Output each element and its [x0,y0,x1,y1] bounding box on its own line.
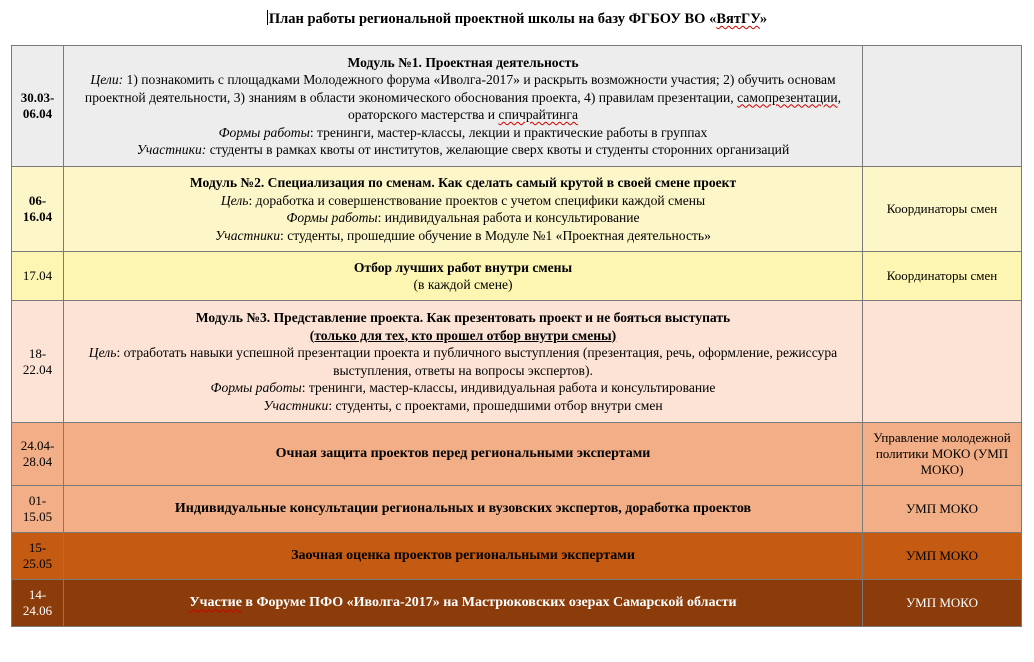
module-participants: Участники: студенты, с проектами, прошедшими отбор внутри смен [263,397,663,413]
table-row [12,423,1022,486]
table-row [12,486,1022,533]
date-cell: 24.04-28.04 [12,423,64,486]
plan-table [11,45,1022,627]
module-goal: Цель: доработка и совершенствование проектов с учетом специфики каждой смены [220,192,706,208]
date-cell: 01-15.05 [12,486,64,533]
date-cell: 14-24.06 [12,580,64,627]
content-cell [64,46,863,167]
table-row [12,167,1022,252]
module-title: Модуль №3. Представление проекта. Как презентовать проект и не бояться выступать [195,310,731,325]
responsible-cell: УМП МОКО [863,580,1022,627]
module-goal: Цели: 1) познакомить с площадками Молодежного форума «Иволга-2017» и раскрыть возможности участия; 2) обучить основам проектной деятельности, 3) знаниям в области экономического обоснования проекта, 4) правилам презентации, самопрезентации, ораторского мастерства и спичрайтинга [84,72,842,122]
content-cell: Заочная оценка проектов региональными экспертами [64,533,863,580]
date-cell: 18-22.04 [12,301,64,423]
document-title: План работы региональной проектной школы на базу ФГБОУ ВО «ВятГУ» [268,11,768,27]
content-cell [64,252,863,301]
module-forms: Формы работы: тренинги, мастер-классы, лекции и практические работы в группах [218,124,708,140]
date-cell: 06-16.04 [12,167,64,252]
module-subtitle: (в каждой смене) [413,277,513,292]
responsible-cell [863,46,1022,167]
table-row [12,301,1022,423]
module-goal: Цель: отработать навыки успешной презентации проекта и публичного выступления (презентация, речь, оформление, режиссура выступления, ответы на вопросы экспертов). [88,345,838,378]
responsible-cell: УМП МОКО [863,533,1022,580]
module-forms: Формы работы: тренинги, мастер-классы, индивидуальная работа и консультирование [210,380,716,395]
content-cell [64,167,863,252]
module-title: Модуль №2. Специализация по сменам. Как сделать самый крутой в своей смене проект [189,175,737,190]
module-participants: Участники: студенты, прошедшие обучение в Модуле №1 «Проектная деятельность» [215,227,711,243]
responsible-cell: Управление молодежной политики МОКО (УМП МОКО) [863,423,1022,486]
responsible-cell: Координаторы смен [863,167,1022,252]
content-cell: Индивидуальные консультации региональных и вузовских экспертов, доработка проектов [64,486,863,533]
module-participants: Участники: студенты в рамках квоты от институтов, желающие сверх квоты и студенты сторонних организаций [136,142,790,157]
module-subtitle: (только для тех, кто прошел отбор внутри смены) [309,327,617,343]
table-row [12,252,1022,301]
date-cell: 30.03-06.04 [12,46,64,167]
table-row [12,46,1022,167]
content-cell: Участие в Форуме ПФО «Иволга-2017» на Мастрюковских озерах Самарской области [64,580,863,627]
content-cell [64,301,863,423]
text-cursor [267,10,268,25]
table-row [12,580,1022,627]
module-forms: Формы работы: индивидуальная работа и консультирование [286,210,640,225]
table-row [12,533,1022,580]
module-title: Отбор лучших работ внутри смены [353,259,573,275]
responsible-cell [863,301,1022,423]
responsible-cell: Координаторы смен [863,252,1022,301]
module-title: Модуль №1. Проектная деятельность [347,54,579,70]
responsible-cell: УМП МОКО [863,486,1022,533]
date-cell: 15-25.05 [12,533,64,580]
content-cell: Очная защита проектов перед региональными экспертами [64,423,863,486]
date-cell: 17.04 [12,252,64,301]
